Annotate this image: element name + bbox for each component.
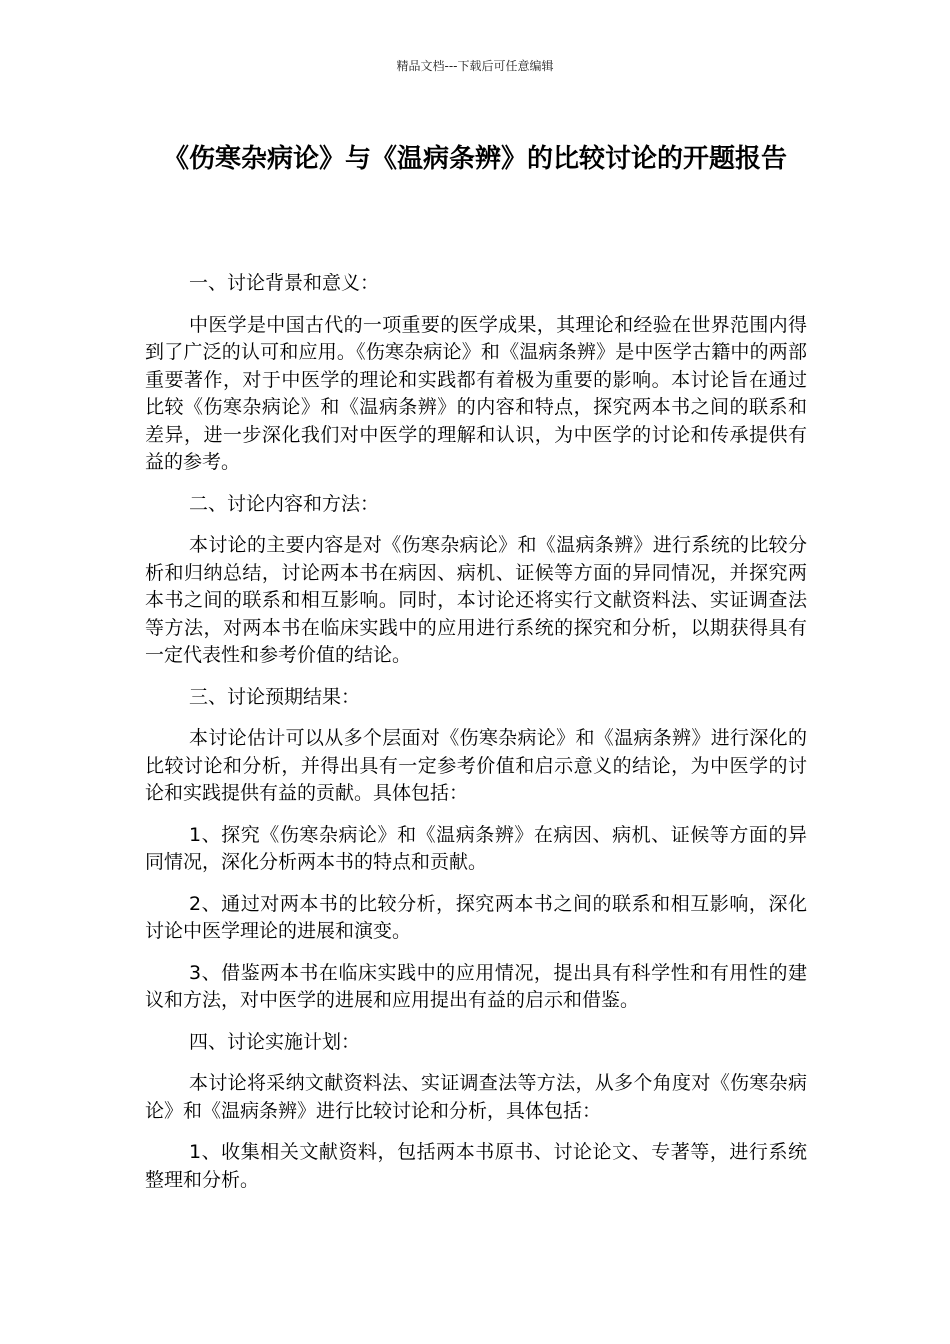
section-heading-expected-results: 三、讨论预期结果： [189, 685, 361, 708]
section-heading-content-method: 二、讨论内容和方法： [189, 492, 380, 515]
document-title: 《伤寒杂病论》与《温病条辨》的比较讨论的开题报告 [162, 144, 787, 174]
header-note: 精品文档---下载后可任意编辑 [396, 59, 554, 73]
paragraph-content-method: 本讨论的主要内容是对《伤寒杂病论》和《温病条辨》进行系统的比较分析和归纳总结，讨论两本书在病因、病机、证候等方面的异同情况，并探究两本书之间的联系和相互影响。同时，本讨论还将实行文献资料法、实证调查法等方法，对两本书在临床实践中的应用进行系统的探究和分析，以期获得具有一定代表性和参考价值的结论。 [145, 534, 807, 666]
list-item-result-3: 3、借鉴两本书在临床实践中的应用情况，提出具有科学性和有用性的建议和方法，对中医学的进展和应用提出有益的启示和借鉴。 [145, 961, 807, 1011]
paragraph-background: 中医学是中国古代的一项重要的医学成果，其理论和经验在世界范围内得到了广泛的认可和应用。《伤寒杂病论》和《温病条辨》是中医学古籍中的两部重要著作，对于中医学的理论和实践都有着极为重要的影响。本讨论旨在通过比较《伤寒杂病论》和《温病条辨》的内容和特点，探究两本书之间的联系和差异，进一步深化我们对中医学的理解和认识，为中医学的讨论和传承提供有益的参考。 [145, 313, 807, 473]
list-item-result-2: 2、通过对两本书的比较分析，探究两本书之间的联系和相互影响，深化讨论中医学理论的进展和演变。 [145, 892, 807, 942]
section-heading-background: 一、讨论背景和意义： [189, 272, 380, 294]
paragraph-plan: 本讨论将采纳文献资料法、实证调查法等方法，从多个角度对《伤寒杂病论》和《温病条辨》进行比较讨论和分析，具体包括： [145, 1072, 807, 1122]
document-body [145, 270, 807, 1208]
section-heading-plan: 四、讨论实施计划： [189, 1030, 361, 1053]
list-item-result-1: 1、探究《伤寒杂病论》和《温病条辨》在病因、病机、证候等方面的异同情况，深化分析两本书的特点和贡献。 [145, 823, 807, 873]
paragraph-expected-results: 本讨论估计可以从多个层面对《伤寒杂病论》和《温病条辨》进行深化的比较讨论和分析，并得出具有一定参考价值和启示意义的结论，为中医学的讨论和实践提供有益的贡献。具体包括： [145, 727, 807, 804]
list-item-plan-1: 1、收集相关文献资料，包括两本书原书、讨论论文、专著等，进行系统整理和分析。 [145, 1141, 807, 1191]
